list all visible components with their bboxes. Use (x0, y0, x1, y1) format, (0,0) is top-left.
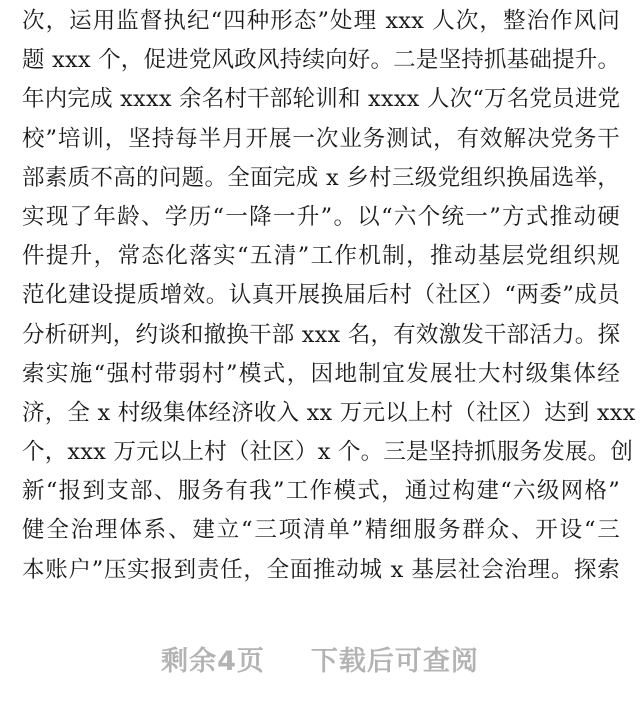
remaining-pages-label: 剩余4页 (161, 645, 265, 677)
text-line-5: 部素质不高的问题。全面完成 x 乡村三级党组织换届选举， (22, 164, 620, 191)
text-line-10: 索实施“强村带弱村”模式，因地制宜发展壮大村级集体经 (22, 360, 620, 387)
text-line-1: 次，运用监督执纪“四种形态”处理 xxx 人次，整治作风问 (22, 8, 620, 34)
text-line-14: 健全治理体系、建立“三项清单”精细服务群众、开设“三 (22, 517, 620, 544)
text-line-4: 校”培训，坚持每半月开展一次业务测试，有效解决党务干 (22, 125, 620, 152)
text-line-3: 年内完成 xxxx 余名村干部轮训和 xxxx 人次“万名党员进党 (22, 86, 621, 113)
text-line-11: 济，全 x 村级集体经济收入 xx 万元以上村（社区）达到 xxx (22, 399, 636, 426)
document-body (22, 0, 636, 590)
text-line-7: 件提升，常态化落实“五清”工作机制，推动基层党组织规 (22, 243, 620, 270)
text-line-8: 范化建设提质增效。认真开展换届后村（社区）“两委”成员 (22, 282, 620, 309)
text-line-2: 题 xxx 个，促进党风政风持续向好。二是坚持抓基础提升。 (22, 47, 621, 74)
text-line-9: 分析研判，约谈和撤换干部 xxx 名，有效激发干部活力。探 (22, 321, 621, 348)
text-line-6: 实现了年龄、学历“一降一升”。以“六个统一”方式推动硬 (22, 203, 620, 230)
text-line-15: 本账户”压实报到责任，全面推动城 x 基层社会治理。探索 (22, 556, 620, 583)
text-line-13: 新“报到支部、服务有我”工作模式，通过构建“六级网格” (22, 478, 620, 505)
text-line-12: 个，xxx 万元以上村（社区）x 个。三是坚持抓服务发展。创 (22, 439, 634, 466)
download-to-read-link[interactable]: 下载后可查阅 (310, 645, 479, 677)
read-more-bar[interactable] (0, 628, 640, 688)
